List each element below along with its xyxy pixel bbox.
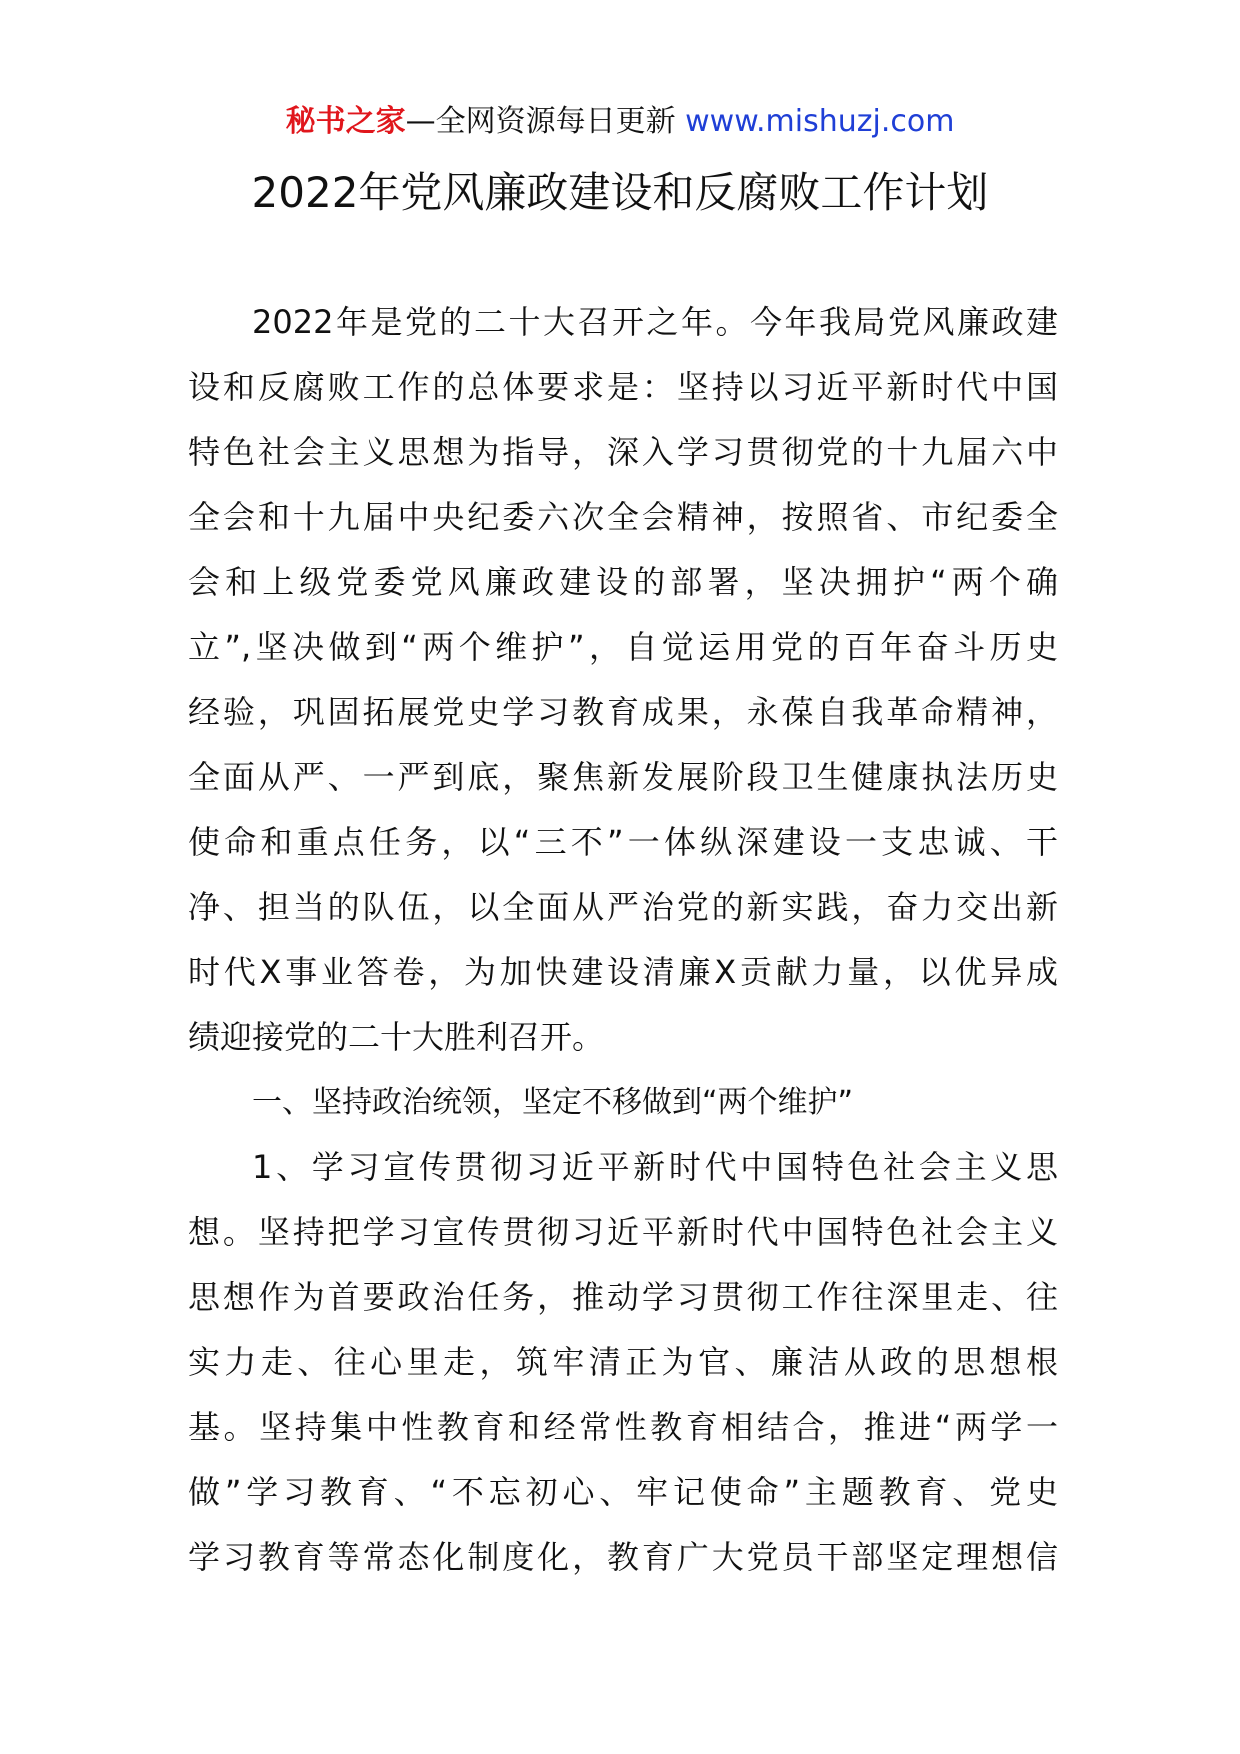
paragraph-line: 时代X事业答卷，为加快建设清廉X贡献力量，以优异成 [188,953,1058,991]
brand-name: 秘书之家 [285,104,406,139]
site-header [0,102,1240,142]
paragraph-line: 基。坚持集中性教育和经常性教育相结合，推进“两学一 [188,1408,1058,1446]
section-heading: 一、坚持政治统领，坚定不移做到“两个维护” [252,1085,854,1120]
paragraph-line: 绩迎接党的二十大胜利召开。 [188,1018,605,1056]
paragraph-line: 经验，巩固拓展党史学习教育成果，永葆自我革命精神， [188,693,1058,731]
document-body [188,290,1058,1590]
document-title: 2022年党风廉政建设和反腐败工作计划 [251,168,989,217]
paragraph-line: 净、担当的队伍，以全面从严治党的新实践，奋力交出新 [188,888,1058,926]
paragraph-line: 全会和十九届中央纪委六次全会精神，按照省、市纪委全 [188,498,1058,536]
paragraph-line: 使命和重点任务，以“三不”一体纵深建设一支忠诚、干 [188,823,1058,861]
paragraph-line: 立”,坚决做到“两个维护”，自觉运用党的百年奋斗历史 [188,628,1058,666]
paragraph-line: 学习教育等常态化制度化，教育广大党员干部坚定理想信 [188,1538,1058,1576]
paragraph-line: 2022年是党的二十大召开之年。今年我局党风廉政建 [252,303,1058,341]
paragraph-line: 思想作为首要政治任务，推动学习贯彻工作往深里走、往 [188,1278,1058,1316]
paragraph-line: 实力走、往心里走，筑牢清正为官、廉洁从政的思想根 [188,1343,1058,1381]
header-tagline: —全网资源每日更新 [405,104,676,139]
paragraph-line: 特色社会主义思想为指导，深入学习贯彻党的十九届六中 [188,433,1058,471]
site-url[interactable]: www.mishuzj.com [685,104,955,139]
paragraph-line: 做”学习教育、“不忘初心、牢记使命”主题教育、党史 [188,1473,1058,1511]
paragraph-line: 想。坚持把学习宣传贯彻习近平新时代中国特色社会主义 [188,1213,1058,1251]
paragraph-line: 设和反腐败工作的总体要求是：坚持以习近平新时代中国 [188,368,1058,406]
paragraph-line: 会和上级党委党风廉政建设的部署，坚决拥护“两个确 [188,563,1058,601]
paragraph-line: 1、学习宣传贯彻习近平新时代中国特色社会主义思 [252,1148,1058,1186]
paragraph-line: 全面从严、一严到底，聚焦新发展阶段卫生健康执法历史 [188,758,1058,796]
